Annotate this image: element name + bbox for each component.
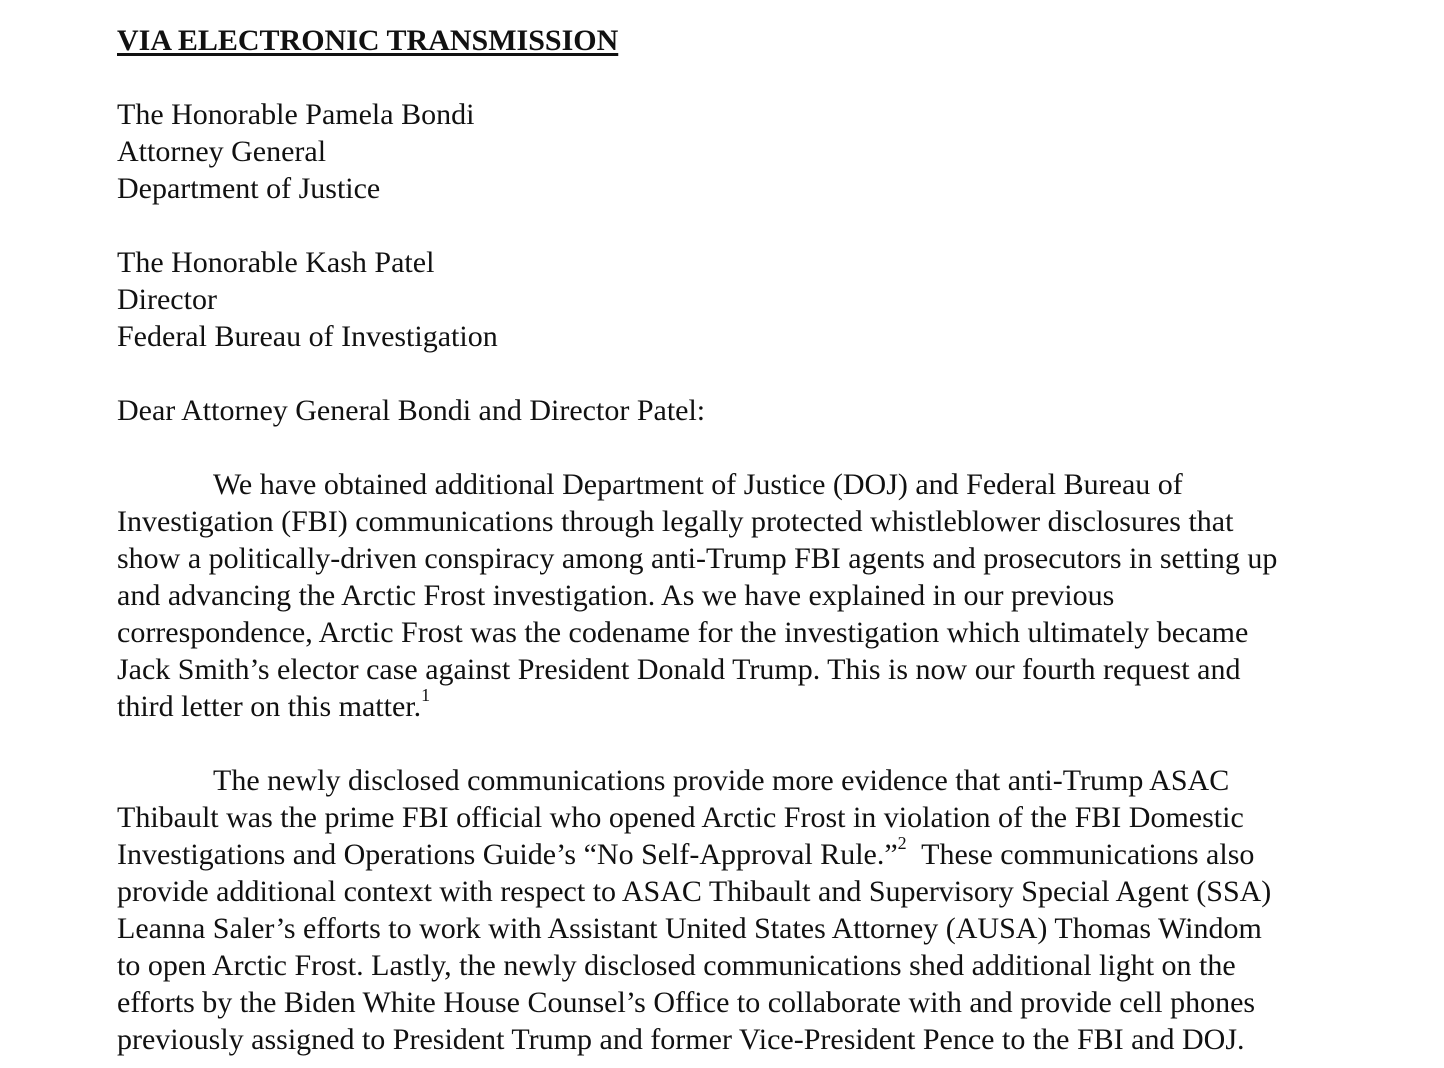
paragraph-line: previously assigned to President Trump and former Vice-President Pence to the FBI and DOJ. (117, 1023, 1245, 1056)
paragraph-line: The newly disclosed communications provide more evidence that anti-Trump ASAC (213, 764, 1230, 797)
recipient-title: Director (117, 283, 217, 316)
recipient-name: The Honorable Kash Patel (117, 246, 435, 279)
paragraph-line-text: Investigations and Operations Guide’s “No Self-Approval Rule.” (117, 838, 898, 871)
paragraph-line-last (117, 685, 1377, 725)
recipient-block-director (117, 244, 1377, 355)
salutation: Dear Attorney General Bondi and Director Patel: (117, 394, 706, 427)
paragraph-line: and advancing the Arctic Frost investigation. As we have explained in our previous (117, 579, 1115, 612)
paragraph-line-text: third letter on this matter. (117, 690, 422, 723)
spacer (117, 207, 1377, 244)
recipient-agency: Department of Justice (117, 172, 381, 205)
paragraph-line-with-footnote (117, 833, 1377, 873)
spacer (117, 355, 1377, 392)
paragraph-line: provide additional context with respect to ASAC Thibault and Supervisory Special Agent (SSA) (117, 875, 1272, 908)
paragraph-line: Leanna Saler’s efforts to work with Assistant United States Attorney (AUSA) Thomas Windom (117, 912, 1262, 945)
paragraph-line: We have obtained additional Department of Justice (DOJ) and Federal Bureau of (213, 468, 1183, 501)
spacer (117, 59, 1377, 96)
paragraph-line-text: These communications also (906, 838, 1255, 871)
paragraph-line: Thibault was the prime FBI official who opened Arctic Frost in violation of the FBI Domestic (117, 801, 1244, 834)
transmission-heading: VIA ELECTRONIC TRANSMISSION (117, 24, 619, 57)
footnote-reference-1: 1 (421, 685, 431, 705)
spacer (117, 725, 1377, 762)
body-paragraph-2 (117, 762, 1377, 1058)
paragraph-line: correspondence, Arctic Frost was the codename for the investigation which ultimately became (117, 616, 1249, 649)
paragraph-line: Jack Smith’s elector case against President Donald Trump. This is now our fourth request and (117, 653, 1241, 686)
recipient-block-attorney-general (117, 96, 1377, 207)
recipient-name: The Honorable Pamela Bondi (117, 98, 475, 131)
paragraph-line: show a politically-driven conspiracy among anti-Trump FBI agents and prosecutors in setting up (117, 542, 1278, 575)
spacer (117, 429, 1377, 466)
recipient-agency: Federal Bureau of Investigation (117, 320, 498, 353)
paragraph-line: efforts by the Biden White House Counsel’s Office to collaborate with and provide cell phones (117, 986, 1256, 1019)
letter-page (117, 22, 1377, 1058)
paragraph-line: Investigation (FBI) communications through legally protected whistleblower disclosures that (117, 505, 1234, 538)
footnote-reference-2: 2 (897, 833, 907, 853)
paragraph-line: to open Arctic Frost. Lastly, the newly disclosed communications shed additional light on the (117, 949, 1236, 982)
body-paragraph-1 (117, 466, 1377, 725)
recipient-title: Attorney General (117, 135, 327, 168)
